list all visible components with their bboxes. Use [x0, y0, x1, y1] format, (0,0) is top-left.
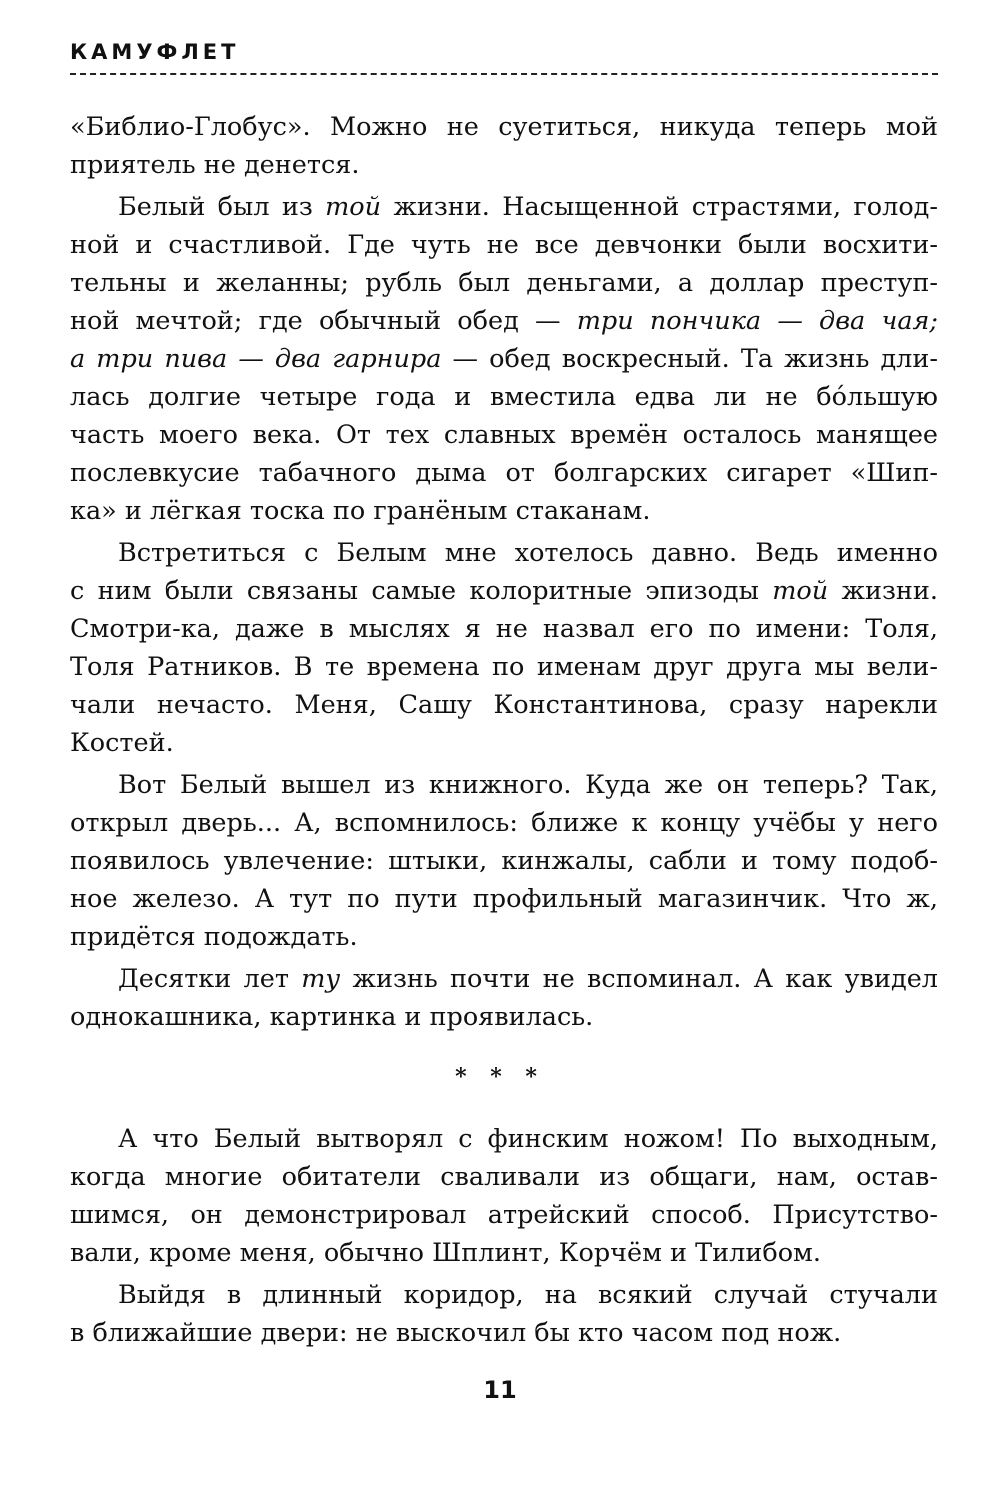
text-line: с ним были связаны самые колоритные эпизоды той жизни. [70, 576, 938, 606]
text-line: а три пива — два гарнира — обед воскресный. Та жизнь дли- [70, 344, 938, 374]
text-line: послевкусие табачного дыма от болгарских сигарет «Шип- [70, 458, 938, 488]
text-line: тельны и желанны; рубль был деньгами, а доллар преступ- [70, 268, 938, 298]
text-line: Встретиться с Белым мне хотелось давно. Ведь именно [118, 538, 938, 568]
text-line: ной мечтой; где обычный обед — три пончика — два чая; [70, 306, 939, 336]
text-line: ка» и лёгкая тоска по гранёным стаканам. [70, 496, 651, 526]
text-line: «Библио-Глобус». Можно не суетиться, никуда теперь мой [70, 112, 938, 142]
text-line: Выйдя в длинный коридор, на всякий случай стучали [118, 1280, 938, 1310]
text-line: ной и счастливой. Где чуть не все девчонки были восхити- [70, 230, 938, 260]
text-line: открыл дверь... А, вспомнилось: ближе к концу учёбы у него [70, 808, 938, 838]
text-line: Толя Ратников. В те времена по именам друг друга мы вели- [70, 652, 938, 682]
running-head: КАМУФЛЕТ [70, 40, 240, 64]
text-line: когда многие обитатели сваливали из общаги, нам, остав- [70, 1162, 938, 1192]
text-line: придётся подождать. [70, 922, 358, 952]
text-line: в ближайшие двери: не выскочил бы кто часом под нож. [70, 1318, 842, 1348]
text-block-section [70, 1120, 938, 1352]
text-line: появилось увлечение: штыки, кинжалы, сабли и тому подоб- [70, 846, 938, 876]
page-number: 11 [483, 1376, 517, 1404]
text-line: приятель не денется. [70, 150, 360, 180]
text-line: лась долгие четыре года и вместила едва ли не бóльшую [70, 382, 938, 412]
text-line: Десятки лет ту жизнь почти не вспоминал. А как увидел [118, 964, 939, 994]
text-line: Костей. [70, 728, 174, 758]
text-line: часть моего века. От тех славных времён осталось манящее [70, 420, 938, 450]
text-block-main [70, 108, 938, 1036]
text-line: Смотри-ка, даже в мыслях я не назвал его по имени: Толя, [70, 614, 938, 644]
text-line: Белый был из той жизни. Насыщенной страстями, голод- [118, 192, 939, 222]
text-line: однокашника, картинка и проявилась. [70, 1002, 594, 1032]
text-line: шимся, он демонстрировал атрейский способ. Присутство- [70, 1200, 938, 1230]
section-separator: * * * [455, 1064, 545, 1090]
text-line: ное железо. А тут по пути профильный магазинчик. Что ж, [70, 884, 938, 914]
text-line: чали нечасто. Меня, Сашу Константинова, сразу нарекли [70, 690, 938, 720]
header-rule [70, 73, 938, 75]
text-line: вали, кроме меня, обычно Шплинт, Корчём и Тилибом. [70, 1238, 821, 1268]
text-line: А что Белый вытворял с финским ножом! По выходным, [118, 1124, 938, 1154]
text-line: Вот Белый вышел из книжного. Куда же он теперь? Так, [118, 770, 938, 800]
